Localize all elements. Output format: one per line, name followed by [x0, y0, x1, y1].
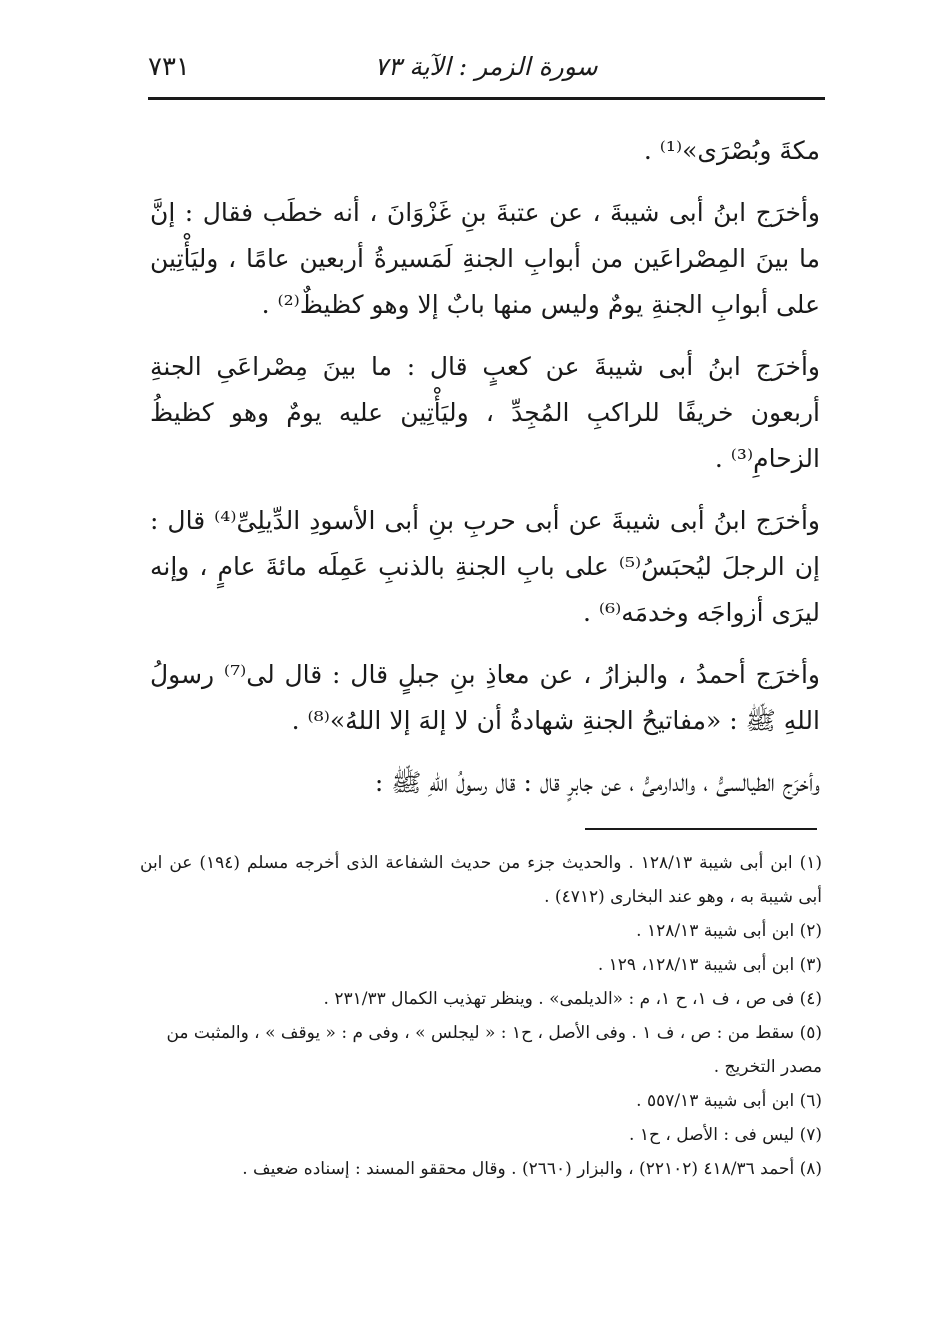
footnote-6: (٦) ابن أبى شيبة ٥٥٧/١٣ . [636, 1091, 822, 1111]
page-number: ٧٣١ [148, 52, 190, 82]
footnote-4: (٤) فى ص ، ف ١، ح ١، م : «الديلمى» . وينظر تهذيب الكمال ٢٣١/٣٣ . [323, 989, 822, 1009]
paragraph-5: وأخرَج أحمدُ ، والبزارُ ، عن معاذِ بنِ جبلٍ قال : قال لى⁽⁷⁾ رسولُ اللهِ ﷺ : «مفاتيحُ الجنةِ شهادةُ أن لا إلهَ إلا اللهُ»⁽⁸⁾ . [150, 660, 821, 735]
paragraph-2: وأخرَج ابنُ أبى شيبةَ ، عن عتبةَ بنِ غَزْوَانَ ، أنه خطَب فقال : إنَّ ما بينَ المِصْراعَين من أبوابِ الجنةِ لَمَسيرةُ أربعين عامًا ، وليَأْتِين على أبوابِ الجنةِ يومٌ وليس منها بابٌ إلا وهو كظيظٌ⁽²⁾ . [150, 198, 820, 319]
page-header [148, 44, 824, 96]
paragraph-4: وأخرَج ابنُ أبى شيبةَ عن أبى حربِ بنِ أبى الأسودِ الدِّيلِىِّ⁽⁴⁾ قال : إن الرجلَ ليُحبَسُ⁽⁵⁾ على بابِ الجنةِ بالذنبِ عَمِلَه مائةَ عامٍ ، وإنه ليرَى أزواجَه وخدمَه⁽⁶⁾ . [150, 506, 820, 627]
footnotes [140, 846, 822, 1186]
paragraph-1: مكةَ وبُصْرَى»⁽¹⁾ . [643, 136, 820, 165]
running-title: سورة الزمر : الآية ٧٣ [374, 52, 598, 81]
footnote-rule [585, 828, 817, 830]
footnote-8: (٨) أحمد ٤١٨/٣٦ (٢٢١٠٢) ، والبزار (٢٦٦٠) . وقال محققو المسند : إسناده ضعيف . [242, 1159, 822, 1179]
paragraph-3: وأخرَج ابنُ أبى شيبةَ عن كعبٍ قال : ما بينَ مِصْراعَىِ الجنةِ أربعون خريفًا للراكبِ المُجِدِّ ، وليَأْتِين عليه يومٌ وهو كظيظُ الزحامِ⁽³⁾ . [150, 352, 820, 473]
footnote-5: (٥) سقط من : ص ، ف ١ . وفى الأصل ، ح١ : « ليجلس » ، وفى م : « يوقف » ، والمثبت من مصدر التخريج . [166, 1023, 822, 1077]
footnote-7: (٧) ليس فى : الأصل ، ح١ . [629, 1125, 822, 1145]
main-text [150, 128, 820, 822]
footnote-2: (٢) ابن أبى شيبة ١٢٨/١٣ . [636, 921, 822, 941]
header-rule [148, 97, 825, 100]
footnote-3: (٣) ابن أبى شيبة ١٢٨/١٣، ١٢٩ . [597, 955, 822, 975]
footnote-1: (١) ابن أبى شيبة ١٢٨/١٣ . والحديث جزء من حديث الشفاعة الذى أخرجه مسلم (١٩٤) عن ابن أبى شيبة به ، وهو عند البخارى (٤٧١٢) . [140, 853, 822, 907]
paragraph-6: وأخرَج الطيالسىُّ ، والدارمىُّ ، عن جابرٍ قال : قال رسولُ اللهِ ﷺ : [374, 768, 820, 797]
